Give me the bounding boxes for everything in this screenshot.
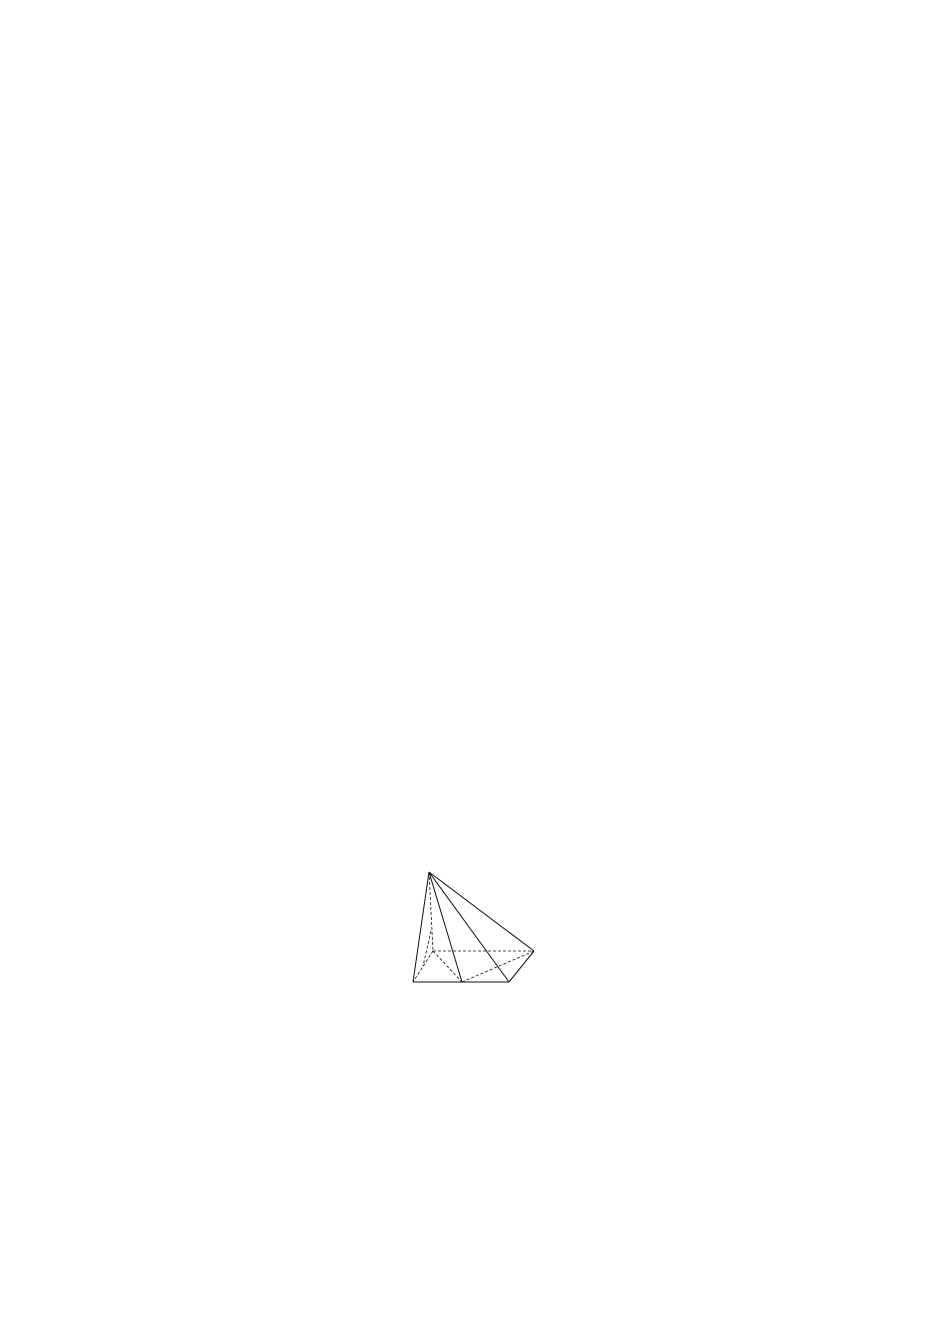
pyramid-diagram [403,864,551,999]
pyramid-figure [403,864,551,999]
